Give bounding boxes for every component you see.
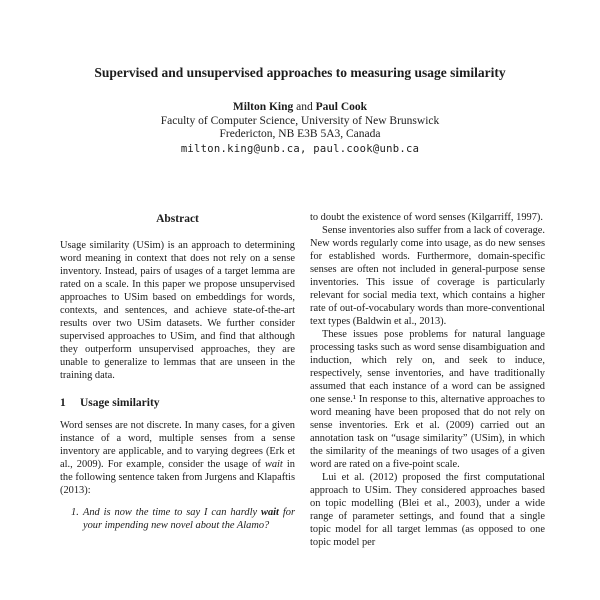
section-1-intro-paragraph	[60, 419, 295, 497]
author-conjunction: and	[293, 101, 316, 113]
intro-text-part-2: in the following sentence taken from Jurgens and Klapaftis (2013):	[60, 459, 295, 496]
example-emphasized-word: wait	[261, 507, 279, 518]
lui-paragraph: Lui et al. (2012) proposed the first computational approach to USim. They considered approaches based on topic modelling (Blei et al., 2003), under a wide range of parameter settings, and found that a single topic model for all target lemmas (as opposed to one topic model per	[310, 472, 545, 548]
example-1-number: 1.	[71, 507, 79, 518]
section-1-title: Usage similarity	[80, 397, 160, 409]
section-1-heading	[60, 397, 295, 410]
two-column-body	[60, 211, 545, 600]
section-1-number: 1	[60, 397, 66, 409]
example-text-part-2: for your impending new novel about the Alamo?	[83, 507, 295, 531]
affiliation-line-1: Faculty of Computer Science, University of New Brunswick	[160, 114, 440, 127]
author-block	[0, 101, 600, 156]
author-2: Paul Cook	[315, 101, 368, 113]
coverage-paragraph: Sense inventories also suffer from a lack of coverage. New words regularly come into usage, as do new senses for established words. Furthermore, domain-specific senses are often not included in general-purpose sense inventories. This issue of coverage is particularly relevant for social media text, which contains a higher rate of out-of-vocabulary words than more-conventional text types (Baldwin et al., 2013).	[310, 225, 545, 327]
issues-paragraph: These issues pose problems for natural language processing tasks such as word sense disambiguation and induction, which rely on, and seek to induce, respectively, sense inventories, and have traditionally assumed that each instance of a word can be assigned one sense.¹ In response to this, alternative approaches to word meaning have been proposed that do not rely on sense inventories. Erk et al. (2009) carried out an annotation task on “usage similarity” (USim), in which the similarity of the meanings of two usages of a given word are rated on a five-point scale.	[310, 329, 545, 470]
example-list	[60, 506, 295, 532]
continuation-paragraph: to doubt the existence of word senses (Kilgarriff, 1997).	[310, 212, 543, 223]
author-names	[0, 101, 600, 115]
affiliation-line-2: Fredericton, NB E3B 5A3, Canada	[219, 128, 381, 140]
author-1: Milton King	[232, 101, 294, 113]
intro-emphasized-word: wait	[264, 459, 283, 470]
abstract-body: Usage similarity (USim) is an approach to determining word meaning in context that does not rely on a sense inventory. Instead, pairs of usages of a target lemma are rated on a scale. In this paper we propose unsupervised approaches to USim based on embeddings for words, contexts, and sentences, and achieve state-of-the-art results over two USim datasets. We further consider supervised approaches to USim, and find that although they outperform unsupervised approaches, they are unable to generalize to lemmas that are unseen in the training data.	[60, 240, 295, 381]
author-emails: milton.king@unb.ca, paul.cook@unb.ca	[180, 142, 420, 155]
left-column	[60, 211, 295, 600]
abstract-heading: Abstract	[156, 213, 199, 225]
page-title: Supervised and unsupervised approaches to measuring usage similarity	[94, 65, 506, 80]
example-1-text	[83, 506, 295, 532]
right-column	[310, 211, 545, 600]
example-text-part-1: And is now the time to say I can hardly	[83, 507, 262, 518]
intro-text-part-1: Word senses are not discrete. In many cases, for a given instance of a word, multiple senses from a sense inventory are applicable, and to varying degrees (Erk et al., 2009). For example, consider the usage of	[60, 420, 295, 470]
